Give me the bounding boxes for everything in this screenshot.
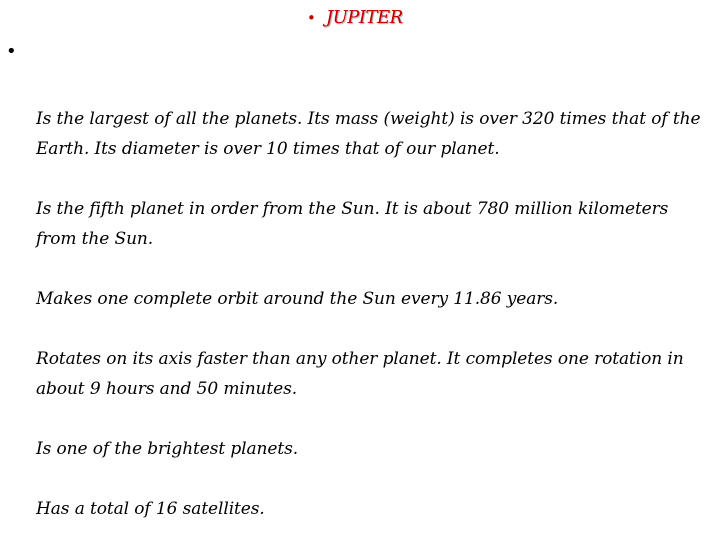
fact-paragraph: Rotates on its axis faster than any other planet. It completes one rotation in about 9 hours and 50 minutes. bbox=[36, 349, 684, 399]
title-bullet-icon: • bbox=[307, 8, 316, 27]
empty-bullet-icon: • bbox=[6, 41, 17, 62]
slide-body bbox=[36, 104, 712, 524]
fact-paragraph: Makes one complete orbit around the Sun every 11.86 years. bbox=[36, 289, 559, 309]
fact-paragraph: Is the fifth planet in order from the Sun. It is about 780 million kilometers from the Sun. bbox=[36, 199, 669, 249]
slide-title-row bbox=[307, 9, 403, 27]
slide-title: JUPITER bbox=[325, 7, 403, 28]
fact-paragraph: Has a total of 16 satellites. bbox=[36, 499, 265, 519]
fact-paragraph: Is the largest of all the planets. Its mass (weight) is over 320 times that of the Earth. Its diameter is over 10 times that of our planet. bbox=[36, 109, 701, 159]
fact-paragraph: Is one of the brightest planets. bbox=[36, 439, 299, 459]
